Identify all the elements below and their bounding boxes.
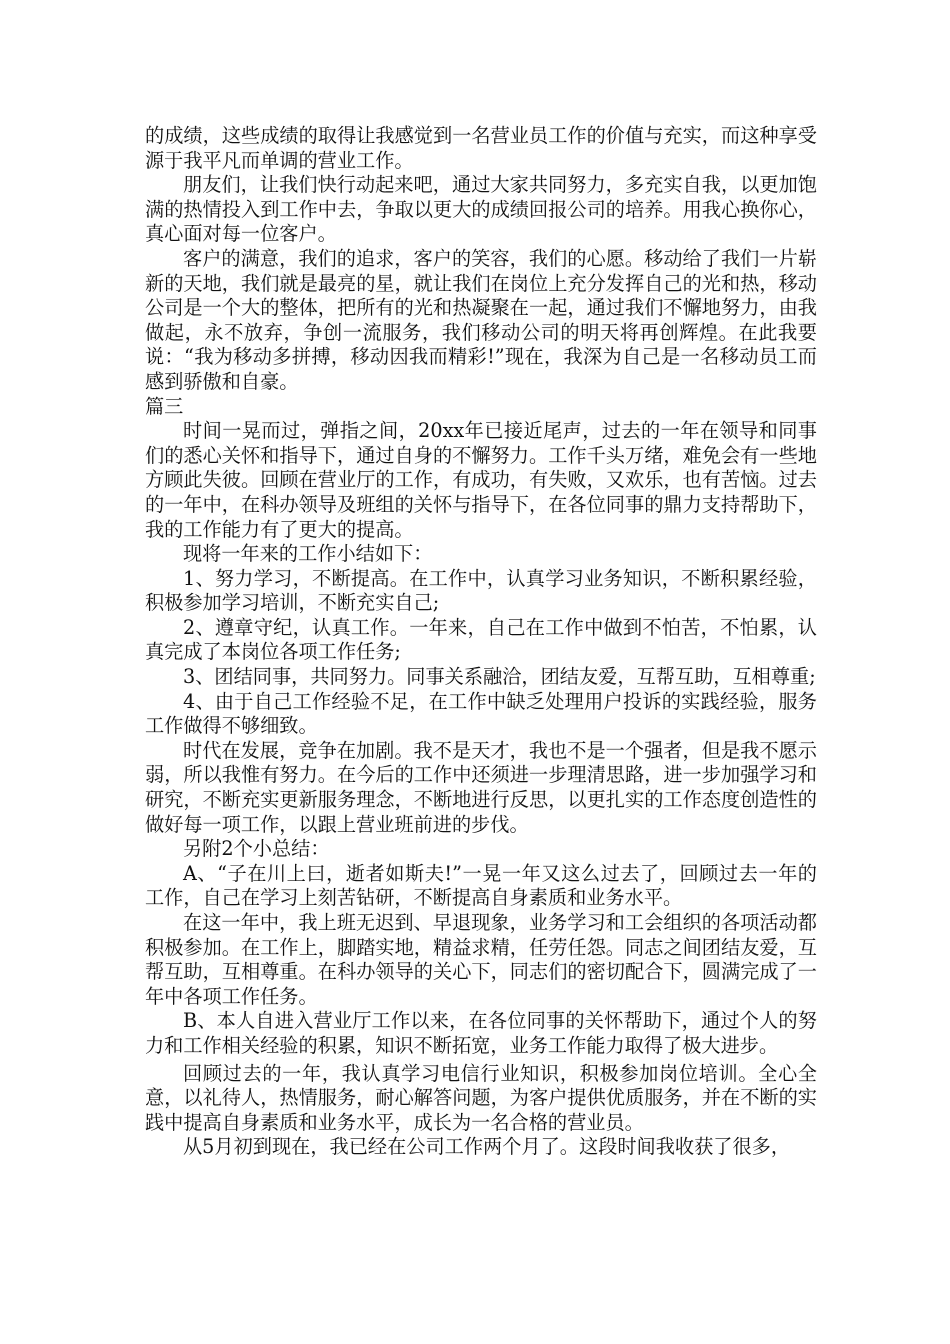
paragraph-summary-a-detail: 在这一年中，我上班无迟到、早退现象，业务学习和工会组织的各项活动都积极参加。在工作上，脚踏实地，精益求精，任劳任怨。同志之间团结友爱，互帮互助，互相尊重。在科办领导的关心下，同志们的密切配合下，圆满完成了一年中各项工作任务。 <box>145 911 817 1008</box>
paragraph-friends: 朋友们，让我们快行动起来吧，通过大家共同努力，多充实自我，以更加饱满的热情投入到工作中去，争取以更大的成绩回报公司的培养。用我心换你心，真心面对每一位客户。 <box>145 173 817 246</box>
list-item-4: 4、由于自己工作经验不足，在工作中缺乏处理用户投诉的实践经验，服务工作做得不够细致。 <box>145 689 817 738</box>
paragraph-summary-intro: 现将一年来的工作小结如下： <box>183 542 433 566</box>
section-heading: 篇三 <box>145 394 184 418</box>
paragraph-customer-satisfaction: 客户的满意，我们的追求，客户的笑容，我们的心愿。移动给了我们一片崭新的天地，我们就是最亮的星，就让我们在岗位上充分发挥自己的光和热，移动公司是一个大的整体，把所有的光和热凝聚在一起，通过我们不懈地努力，由我做起，永不放弃，争创一流服务，我们移动公司的明天将再创辉煌。在此我要说：“我为移动多拼搏，移动因我而精彩!”现在，我深为自己是一名移动员工而感到骄傲和自豪。 <box>145 246 817 393</box>
paragraph-appendix-intro: 另附2个小总结： <box>183 837 330 861</box>
paragraph-summary-b: B、本人自进入营业厅工作以来，在各位同事的关怀帮助下，通过个人的努力和工作相关经验的积累，知识不断拓宽，业务工作能力取得了极大进步。 <box>145 1009 817 1057</box>
document-body <box>145 124 817 1160</box>
paragraph-closing: 从5月初到现在，我已经在公司工作两个月了。这段时间我收获了很多， <box>183 1135 791 1159</box>
paragraph-continuation: 的成绩，这些成绩的取得让我感觉到一名营业员工作的价值与充实，而这种享受源于我平凡而单调的营业工作。 <box>145 124 817 172</box>
list-item-2: 2、遵章守纪，认真工作。一年来，自己在工作中做到不怕苦，不怕累，认真完成了本岗位各项工作任务; <box>145 615 817 664</box>
paragraph-year-review: 时间一晃而过，弹指之间，20xx年已接近尾声，过去的一年在领导和同事们的悉心关怀和指导下，通过自身的不懈努力。工作千头万绪，难免会有一些地方顾此失彼。回顾在营业厅的工作，有成功，有失败，又欢乐，也有苦恼。过去的一年中，在科办领导及班组的关怀与指导下，在各位同事的鼎力支持帮助下，我的工作能力有了更大的提高。 <box>145 419 817 541</box>
paragraph-summary-a: A、“子在川上曰，逝者如斯夫!”一晃一年又这么过去了，回顾过去一年的工作，自己在学习上刻苦钻研，不断提高自身素质和业务水平。 <box>145 861 817 910</box>
paragraph-summary-b-detail: 回顾过去的一年，我认真学习电信行业知识，积极参加岗位培训。全心全意，以礼待人，热情服务，耐心解答问题，为客户提供优质服务，并在不断的实践中提高自身素质和业务水平，成长为一名合格的营业员。 <box>145 1061 817 1134</box>
list-item-1: 1、努力学习，不断提高。在工作中，认真学习业务知识，不断积累经验，积极参加学习培训，不断充实自己; <box>145 566 817 615</box>
paragraph-outlook: 时代在发展，竞争在加剧。我不是天才，我也不是一个强者，但是我不愿示弱，所以我惟有努力。在今后的工作中还须进一步理清思路，进一步加强学习和研究，不断充实更新服务理念，不断地进行反思，以更扎实的工作态度创造性的做好每一项工作，以跟上营业班前进的步伐。 <box>145 738 817 836</box>
list-item-3: 3、团结同事，共同努力。同事关系融洽，团结友爱，互帮互助，互相尊重; <box>183 665 816 689</box>
